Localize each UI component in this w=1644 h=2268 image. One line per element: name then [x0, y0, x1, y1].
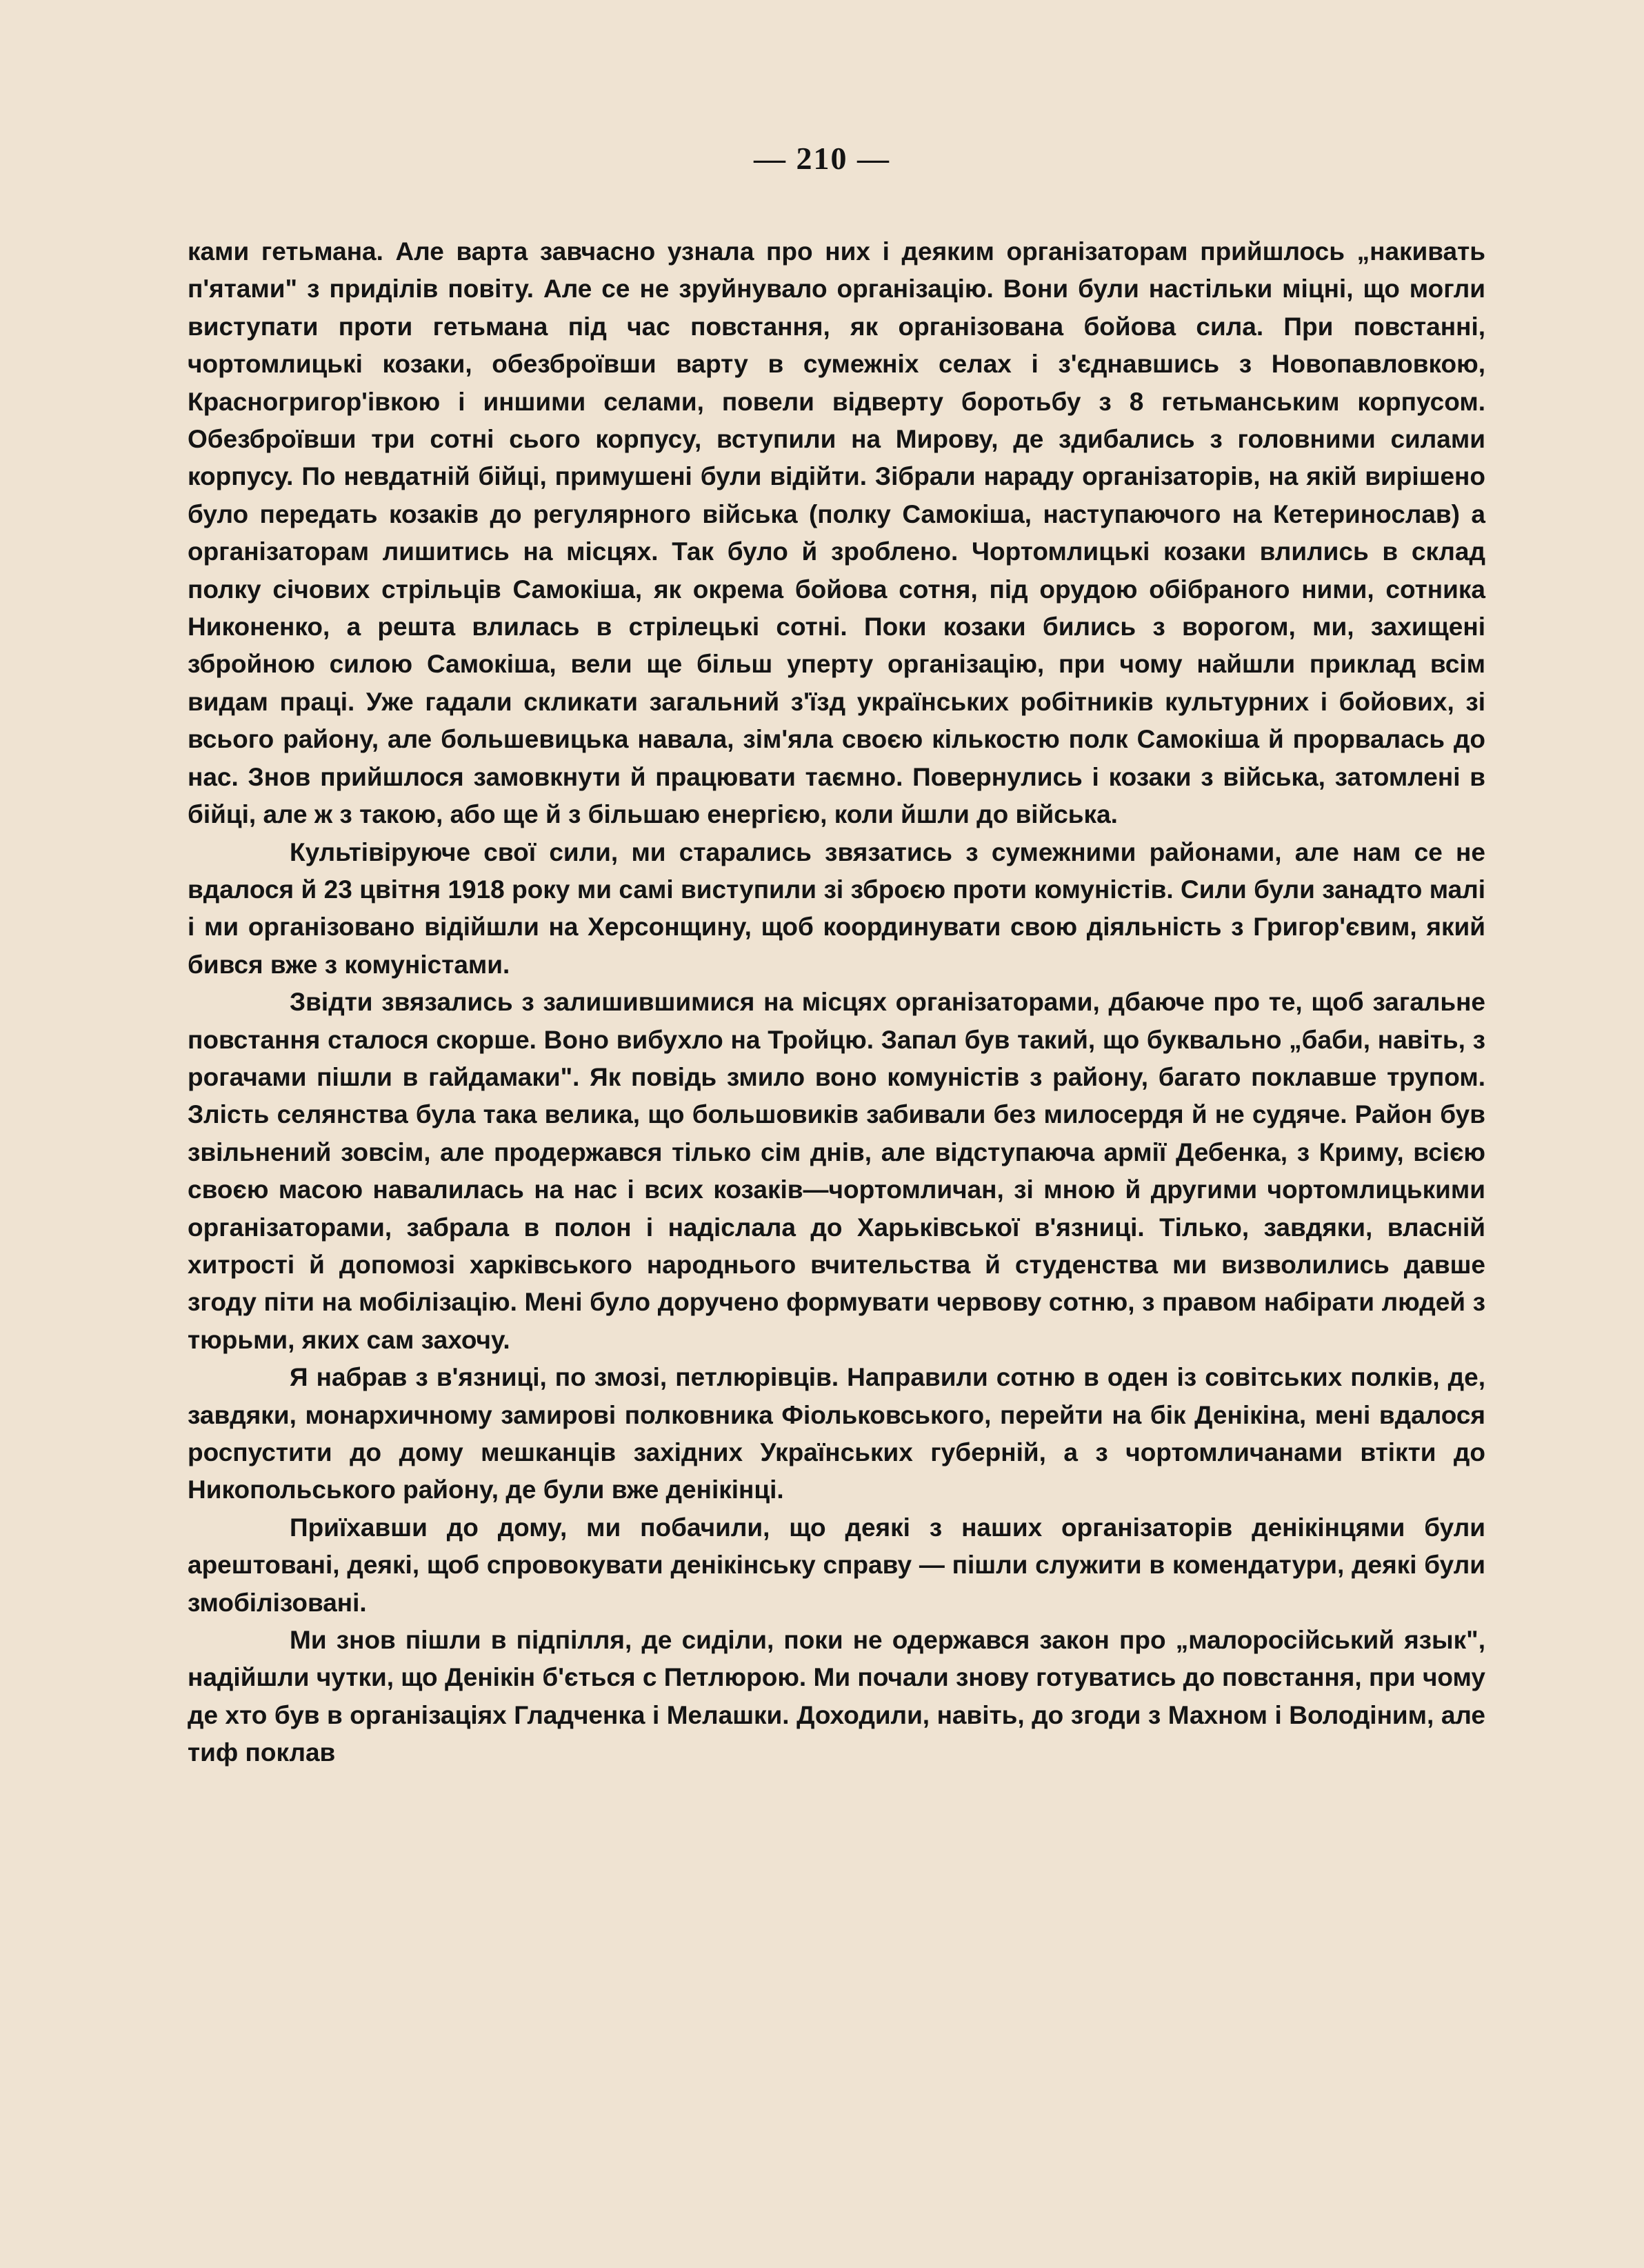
paragraph-4: Я набрав з в'язниці, по змозі, петлюрівців. Направили сотню в оден із совітських полків, де, завдяки, монархичному замирові полковника Фіольковського, перейти на бік Денікіна, мені вдалося роспустити до дому мешканців західних Українських губерній, а з чортомличанами втікти до Никопольського району, де були вже денікінці.	[188, 1363, 1485, 1504]
paragraph-2: Культівіруюче свої сили, ми старались звязатись з сумежними районами, але нам се не вдалося й 23 цвітня 1918 року ми самі виступили зі зброєю проти комуністів. Сили були занадто малі і ми організовано відійшли на Херсонщину, щоб координувати свою діяльність з Григор'євим, який бився вже з комуністами.	[188, 837, 1485, 979]
page-number: — 210 —	[754, 141, 890, 176]
paragraph-6: Ми знов пішли в підпілля, де сиділи, поки не одержався закон про „малоросійський язык", надійшли чутки, що Денікін б'ється с Петлюрою. Ми почали знову готуватись до повстання, при чому де хто був в організаціях Гладченка і Мелашки. Доходили, навіть, до згоди з Махном і Володіним, але тиф поклав	[188, 1626, 1485, 1767]
paragraph-5: Приїхавши до дому, ми побачили, що деякі з наших організаторів денікінцями були арештовані, деякі, щоб спровокувати денікінську справу — пішли служити в комендатури, деякі були змобілізовані.	[188, 1513, 1485, 1617]
paragraph-3: Звідти звязались з залишившимися на місцях організаторами, дбаюче про те, щоб загальне повстання сталося скорше. Воно вибухло на Тройцю. Запал був такий, що буквально „баби, навіть, з рогачами пішли в гайдамаки". Як повідь змило воно комуністів з району, багато поклавше трупом. Злість селянства була така велика, що большовиків забивали без милосердя й не судяче. Район був звільнений зовсім, але продержався тілько сім днів, але відступаюча армії Дебенка, з Криму, всією своєю масою навалилась на нас і всих козаків—чортомличан, зі мною й другими чортомлицькими організаторами, забрала в полон і надіслала до Харьківської в'язниці. Тілько, завдяки, власній хитрості й допомозі харківського народнього вчительства й студенства ми визволились давше згоду піти на мобілізацію. Мені було доручено формувати червову сотню, з правом набірати людей з тюрьми, яких сам захочу.	[188, 988, 1485, 1354]
body-text	[188, 233, 1485, 1772]
paragraph-1: ками гетьмана. Але варта завчасно узнала про них і деяким організаторам прийшлось „накивать п'ятами" з приділів повіту. Але се не зруйнувало організацію. Вони були настільки міцні, що могли виступати проти гетьмана під час повстання, як організована бойова сила. При повстанні, чортомлицькі козаки, обезброївши варту в сумежніх селах і з'єднавшись з Новопавловкою, Красногригор'івкою і иншими селами, повели відверту боротьбу з 8 гетьманським корпусом. Обезброївши три сотні сього корпусу, вступили на Мирову, де здибались з головними силами корпусу. По невдатній бійці, примушені були відійти. Зібрали нараду організаторів, на якій вирішено було передать козаків до регулярного війська (полку Самокіша, наступаючого на Кетеринослав) а організаторам лишитись на місцях. Так було й зроблено. Чортомлицькі козаки влились в склад полку січових стрільців Самокіша, як окрема бойова сотня, під орудою обібраного ними, сотника Никоненко, а решта влилась в стрілецькі сотні. Поки козаки бились з ворогом, ми, захищені збройною силою Самокіша, вели ще більш уперту організацію, при чому найшли приклад всім видам праці. Уже гадали скликати загальний з'їзд українських робітників культурних і бойових, зі всього району, але большевицька навала, зім'яла своєю кількостю полк Самокіша й прорвалась до нас. Знов прийшлося замовкнути й працювати таємно. Повернулись і козаки з війська, затомлені в бійці, але ж з такою, або ще й з більшаю енергією, коли йшли до війська.	[188, 237, 1485, 829]
